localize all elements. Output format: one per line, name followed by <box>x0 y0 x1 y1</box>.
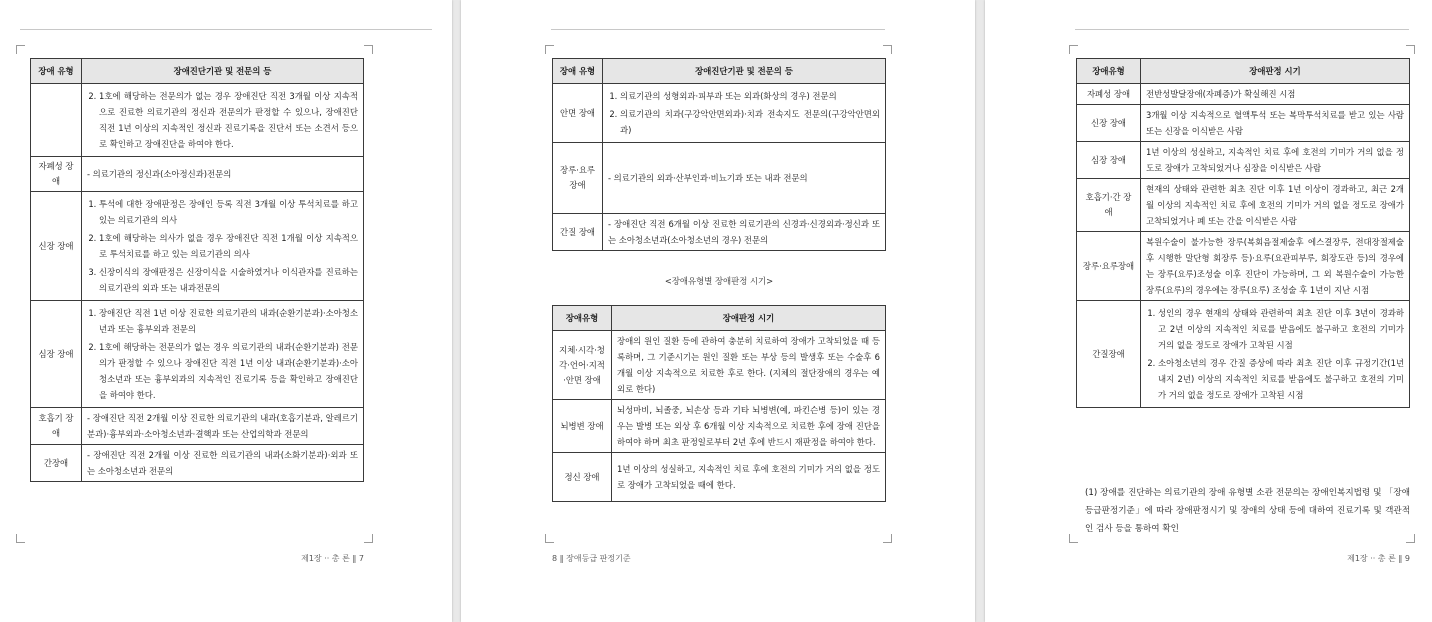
disability-type-cell: 안면 장애 <box>553 84 603 143</box>
timing-cell: 3개월 이상 지속적으로 혈액투석 또는 복막투석치료를 받고 있는 사람 또는 신장을 이식받은 사람 <box>1141 105 1410 142</box>
column-header-type: 장애유형 <box>1077 59 1141 84</box>
list-item: 2. 1호에 해당하는 전문의가 없는 경우 의료기관의 내과(순환기분과) 전문의가 판정할 수 있으나 장애진단 직전 1년 이상 내과(순환기분과)·소아청소년과 또는 흉부외과의 지속적인 진료기록 등을 확인하고 장애진단을 하여야 한다. <box>99 339 358 403</box>
disability-type-cell: 자폐성 장애 <box>1077 84 1141 105</box>
list-item: 1. 의료기관의 성형외과·피부과 또는 외과(화상의 경우) 전문의 <box>620 88 880 104</box>
table-header-row <box>31 59 364 84</box>
column-header-type: 장애 유형 <box>31 59 82 84</box>
disability-type-cell: 호흡기 장애 <box>31 408 82 445</box>
disability-type-cell: 간장애 <box>31 445 82 482</box>
diagnosis-institution-table-continued <box>552 58 886 251</box>
crop-mark <box>1069 534 1078 543</box>
crop-mark <box>16 45 25 54</box>
timing-cell: 1년 이상의 성실하고, 지속적인 치료 후에 호전의 기미가 거의 없을 정도로 장애가 고착되었을 때에 한다. <box>612 453 886 502</box>
institution-cell: - 장애진단 직전 6개월 이상 진료한 의료기관의 신경과·신경외과·정신과 또는 소아청소년과(소아청소년의 경우) 전문의 <box>603 214 886 251</box>
institution-cell: - 의료기관의 정신과(소아정신과)전문의 <box>82 157 364 192</box>
table-header-row <box>553 59 886 84</box>
table-row <box>1077 232 1410 301</box>
crop-mark <box>545 534 554 543</box>
institution-cell: - 의료기관의 외과·산부인과·비뇨기과 또는 내과 전문의 <box>603 143 886 214</box>
disability-type-cell: 호흡기·간 장애 <box>1077 179 1141 232</box>
table-row <box>31 445 364 482</box>
document-page-7 <box>0 0 452 622</box>
institution-cell <box>82 192 364 301</box>
crop-mark <box>545 45 554 54</box>
list-item: 2. 의료기관의 치과(구강악안면외과)·치과 전속지도 전문의(구강악안면외과) <box>620 106 880 138</box>
crop-mark <box>1069 45 1078 54</box>
list-item: 2. 1호에 해당하는 의사가 없을 경우 장애진단 직전 1개월 이상 지속적으로 투석치료를 하고 있는 의료기관의 의사 <box>99 230 358 262</box>
timing-cell: 현재의 상태와 관련한 최초 진단 이후 1년 이상이 경과하고, 최근 2개월 이상의 지속적인 치료 후에 호전의 기미가 거의 없을 정도로 장애가 고착되었거나 폐 또는 간을 이식받은 사람 <box>1141 179 1410 232</box>
page-footer: 8 ‖ 장애등급 판정기준 <box>552 554 631 563</box>
disability-type-cell: 자폐성 장애 <box>31 157 82 192</box>
institution-cell <box>603 84 886 143</box>
timing-cell: 복원수술이 불가능한 장루(복회음절제술후 에스결장루, 전대장절제술후 시행한 말단형 회장루 등)·요루(요관피부루, 회장도관 등)의 경우에는 장루(요루)조성술 이후 진단이 가능하며, 그 외 복원수술이 가능한 장루(요루)의 경우에는 장루(요루) 조성술 후 1년이 지난 시점 <box>1141 232 1410 301</box>
table-caption: <장애유형별 장애판정 시기> <box>664 276 774 286</box>
column-header-timing: 장애판정 시기 <box>1141 59 1410 84</box>
crop-mark <box>364 45 373 54</box>
table-row <box>553 143 886 214</box>
disability-type-cell: 장루·요루장애 <box>1077 232 1141 301</box>
page-footer: 제1장 ·· 총 론 ‖ 7 <box>301 554 364 563</box>
column-header-institution: 장애진단기관 및 전문의 등 <box>82 59 364 84</box>
disability-type-cell: 심장 장애 <box>31 301 82 408</box>
list-item: 2. 소아청소년의 경우 간질 증상에 따라 최초 진단 이후 규정기간(1년 내지 2년) 이상의 지속적인 치료를 받음에도 불구하고 호전의 기미가 거의 없을 정도로 장애가 고착된 시점 <box>1158 355 1404 403</box>
crop-mark <box>883 534 892 543</box>
list-item: 1. 장애진단 직전 1년 이상 진료한 의료기관의 내과(순환기분과)·소아청소년과 또는 흉부외과 전문의 <box>99 305 358 337</box>
institution-cell <box>82 84 364 157</box>
judgment-timing-table <box>552 305 886 502</box>
table-row <box>553 400 886 453</box>
list-item: 3. 신장이식의 장애판정은 신장이식을 시술하였거나 이식관자를 진료하는 의료기관의 외과 또는 내과전문의 <box>99 264 358 296</box>
table-row <box>1077 105 1410 142</box>
column-header-type: 장애유형 <box>553 306 612 331</box>
judgment-timing-table-continued <box>1076 58 1410 408</box>
header-rule <box>1075 29 1409 30</box>
crop-mark <box>364 534 373 543</box>
table-row <box>31 157 364 192</box>
table-row <box>553 331 886 400</box>
disability-type-cell: 심장 장애 <box>1077 142 1141 179</box>
crop-mark <box>1406 45 1415 54</box>
table-row <box>31 192 364 301</box>
document-page-9 <box>985 0 1432 622</box>
table-row <box>31 301 364 408</box>
table-row <box>1077 84 1410 105</box>
table-row <box>553 84 886 143</box>
diagnosis-institution-table <box>30 58 364 482</box>
header-rule <box>551 29 885 30</box>
disability-type-cell: 장루·요루 장애 <box>553 143 603 214</box>
footnote-paragraph: (1) 장애를 진단하는 의료기관의 장애 유형별 소관 전문의는 장애인복지법령 및 「장애등급판정기준」에 따라 장애판정시기 및 장애의 상태 등에 대하여 진료기록 및 객관적인 검사 등을 통하여 확인 <box>1085 488 1410 534</box>
disability-type-cell: 정신 장애 <box>553 453 612 502</box>
header-rule <box>20 29 432 30</box>
crop-mark <box>883 45 892 54</box>
page-footer: 제1장 ·· 총 론 ‖ 9 <box>1347 554 1410 563</box>
institution-cell: - 장애진단 직전 2개월 이상 진료한 의료기관의 내과(호흡기분과, 알레르기분과)·흉부외과·소아청소년과·결핵과 또는 산업의학과 전문의 <box>82 408 364 445</box>
disability-type-cell: 간질장애 <box>1077 301 1141 408</box>
table-header-row <box>553 306 886 331</box>
document-page-8 <box>461 0 975 622</box>
column-header-type: 장애 유형 <box>553 59 603 84</box>
institution-cell: - 장애진단 직전 2개월 이상 진료한 의료기관의 내과(소화기분과)·외과 또는 소아청소년과 전문의 <box>82 445 364 482</box>
timing-cell: 전반성발달장애(자폐증)가 확실해진 시점 <box>1141 84 1410 105</box>
disability-type-cell: 신장 장애 <box>1077 105 1141 142</box>
disability-type-cell: 간질 장애 <box>553 214 603 251</box>
crop-mark <box>16 534 25 543</box>
table-row <box>1077 179 1410 232</box>
list-item: 2. 1호에 해당하는 전문의가 없는 경우 장애진단 직전 3개월 이상 지속적으로 진료한 의료기관의 정신과 전문의가 판정할 수 있으나, 장애진단 직전 1년 이상의 지속적인 정신과 진료기록을 진단서 또는 소견서 등으로 확인하고 장애진단을 하여야 한다. <box>99 88 358 152</box>
table-row <box>553 214 886 251</box>
institution-cell <box>82 301 364 408</box>
table-row <box>1077 142 1410 179</box>
table-row <box>553 453 886 502</box>
list-item: 1. 성인의 경우 현재의 상태와 관련하여 최초 진단 이후 3년이 경과하고 2년 이상의 지속적인 치료를 받음에도 불구하고 호전의 기미가 거의 없을 정도로 장애가 고착된 시점 <box>1158 305 1404 353</box>
column-header-institution: 장애진단기관 및 전문의 등 <box>603 59 886 84</box>
timing-cell <box>1141 301 1410 408</box>
timing-cell: 1년 이상의 성실하고, 지속적인 치료 후에 호전의 기미가 거의 없을 정도로 장애가 고착되었거나 심장을 이식받은 사람 <box>1141 142 1410 179</box>
disability-type-cell <box>31 84 82 157</box>
table-row <box>31 408 364 445</box>
table-row <box>31 84 364 157</box>
timing-cell: 장애의 원인 질환 등에 관하여 충분히 치료하여 장애가 고착되었을 때 등록하며, 그 기준시기는 원인 질환 또는 부상 등의 발생후 또는 수술후 6개월 이상 지속적으로 치료한 후로 한다. (지체의 절단장애의 경우는 예외로 한다) <box>612 331 886 400</box>
timing-cell: 뇌성마비, 뇌졸중, 뇌손상 등과 기타 뇌병변(예, 파킨슨병 등)이 있는 경우는 발병 또는 외상 후 6개월 이상 지속적으로 치료한 후에 장애 진단을 하여야 하며 최초 판정일로부터 2년 후에 반드시 재판정을 하여야 한다. <box>612 400 886 453</box>
column-header-timing: 장애판정 시기 <box>612 306 886 331</box>
disability-type-cell: 신장 장애 <box>31 192 82 301</box>
table-row <box>1077 301 1410 408</box>
disability-type-cell: 뇌병변 장애 <box>553 400 612 453</box>
table-header-row <box>1077 59 1410 84</box>
disability-type-cell: 지체·시각·청각·언어·지적·안면 장애 <box>553 331 612 400</box>
list-item: 1. 투석에 대한 장애판정은 장애인 등록 직전 3개월 이상 투석치료를 하고 있는 의료기관의 의사 <box>99 196 358 228</box>
